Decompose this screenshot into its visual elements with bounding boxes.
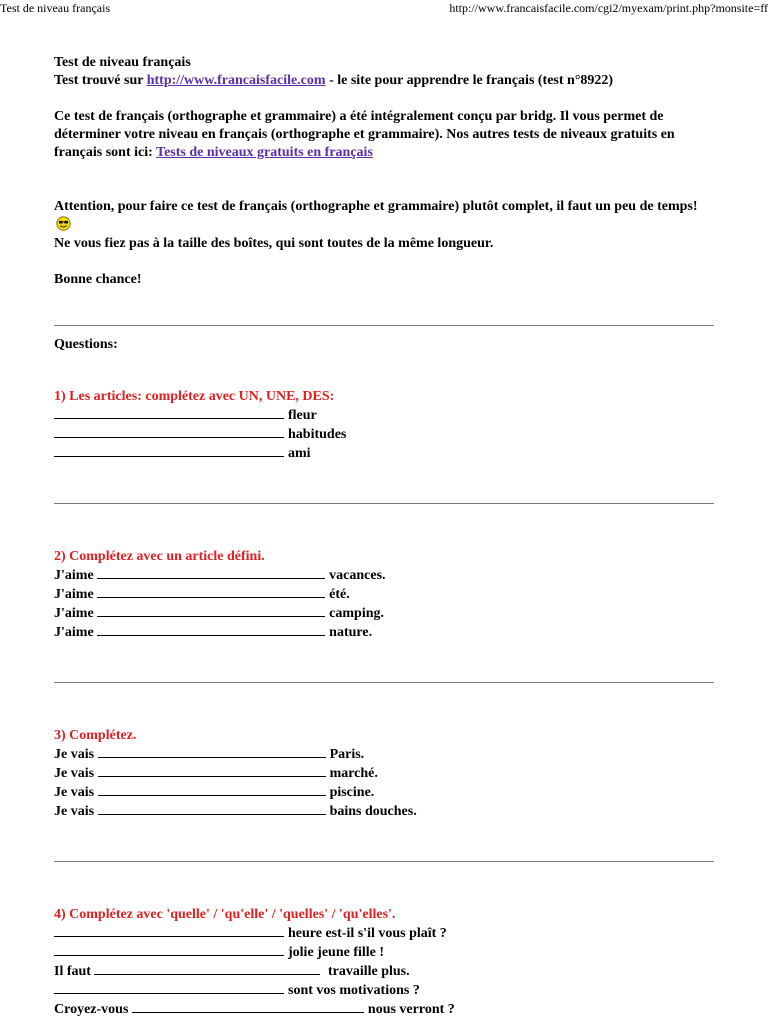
- attention-note: [54, 198, 714, 235]
- q4-prefix: Croyez-vous: [54, 1002, 129, 1017]
- answer-blank[interactable]: [97, 566, 325, 579]
- q2-item-2: [54, 585, 714, 604]
- q3-item-4: [54, 802, 714, 821]
- answer-blank[interactable]: [54, 444, 284, 457]
- q2-item-1: [54, 566, 714, 585]
- q4-item-text: heure est-il s'il vous plaît ?: [288, 926, 447, 941]
- answer-blank[interactable]: [97, 623, 325, 636]
- q2-item-text: été.: [329, 587, 350, 602]
- q4-item-text: nous verront ?: [367, 1002, 455, 1017]
- q4-item-text: sont vos motivations ?: [288, 983, 420, 998]
- answer-blank[interactable]: [54, 425, 284, 438]
- attention-text: Attention, pour faire ce test de français (orthographe et grammaire) plutôt complet, il faut un peu de temps!: [54, 199, 698, 214]
- q2-item-text: camping.: [329, 606, 384, 621]
- q4-item-text: travaille plus.: [327, 964, 410, 979]
- good-luck: Bonne chance!: [54, 272, 142, 287]
- q2-item-4: [54, 623, 714, 642]
- q3-item-1: [54, 745, 714, 764]
- question-1: [54, 388, 714, 463]
- test-title: Test de niveau français: [54, 55, 191, 70]
- q2-item-3: [54, 604, 714, 623]
- q3-prefix: Je vais: [54, 785, 95, 800]
- question-3: [54, 727, 714, 821]
- francaisfacile-link[interactable]: http://www.francaisfacile.com: [146, 73, 326, 88]
- q4-item-3: [54, 962, 714, 981]
- q1-item-text: ami: [288, 446, 311, 461]
- q2-prefix: J'aime: [54, 568, 94, 583]
- answer-blank[interactable]: [97, 585, 325, 598]
- q1-item-text: fleur: [288, 408, 317, 423]
- answer-blank[interactable]: [98, 783, 326, 796]
- q4-item-text: jolie jeune fille !: [288, 945, 385, 960]
- question-2-title: 2) Complétez avec un article défini.: [54, 549, 265, 564]
- answer-blank[interactable]: [97, 604, 325, 617]
- question-4: [54, 906, 714, 1019]
- answer-blank[interactable]: [54, 924, 284, 937]
- q3-item-text: piscine.: [329, 785, 375, 800]
- q4-item-1: [54, 924, 714, 943]
- q2-prefix: J'aime: [54, 606, 94, 621]
- question-3-title: 3) Complétez.: [54, 728, 137, 743]
- question-1-title: 1) Les articles: complétez avec UN, UNE, DES:: [54, 389, 335, 404]
- answer-blank[interactable]: [94, 962, 320, 975]
- question-4-title: 4) Complétez avec 'quelle' / 'qu'elle' / 'quelles' / 'qu'elles'.: [54, 907, 396, 922]
- questions-label: Questions:: [54, 337, 118, 352]
- question-2: [54, 548, 714, 642]
- q1-item-3: [54, 444, 714, 463]
- description-text: Ce test de français (orthographe et grammaire) a été intégralement conçu par bridg. Il vous permet de déterminer votre niveau en français (orthographe et grammaire). Nos autres tests de niveaux gratuits en français sont ici:: [54, 109, 675, 160]
- q3-item-text: marché.: [329, 766, 378, 781]
- answer-blank[interactable]: [98, 802, 326, 815]
- answer-blank[interactable]: [54, 943, 284, 956]
- q2-item-text: nature.: [329, 625, 373, 640]
- answer-blank[interactable]: [132, 1000, 364, 1013]
- q3-item-text: bains douches.: [329, 804, 417, 819]
- found-suffix: - le site pour apprendre le français (test n°8922): [325, 73, 614, 88]
- page-header-url: http://www.francaisfacile.com/cgi2/myexam/print.php?monsite=ff: [449, 1, 768, 15]
- q1-item-text: habitudes: [288, 427, 347, 442]
- q3-item-2: [54, 764, 714, 783]
- q2-item-text: vacances.: [329, 568, 386, 583]
- q2-prefix: J'aime: [54, 625, 94, 640]
- q3-item-3: [54, 783, 714, 802]
- description: [54, 108, 714, 162]
- answer-blank[interactable]: [98, 764, 326, 777]
- q4-item-5: [54, 1000, 714, 1019]
- q3-prefix: Je vais: [54, 766, 95, 781]
- q4-prefix: Il faut: [54, 964, 91, 979]
- cool-smiley-icon: [56, 216, 71, 231]
- q4-item-4: [54, 981, 714, 1000]
- q3-item-text: Paris.: [329, 747, 365, 762]
- found-prefix: Test trouvé sur: [54, 73, 147, 88]
- q3-prefix: Je vais: [54, 804, 95, 819]
- free-tests-link[interactable]: Tests de niveaux gratuits en français: [156, 145, 373, 160]
- answer-blank[interactable]: [54, 406, 284, 419]
- box-size-note: Ne vous fiez pas à la taille des boîtes, qui sont toutes de la même longueur.: [54, 236, 494, 251]
- q2-prefix: J'aime: [54, 587, 94, 602]
- answer-blank[interactable]: [98, 745, 326, 758]
- answer-blank[interactable]: [54, 981, 284, 994]
- q3-prefix: Je vais: [54, 747, 95, 762]
- q1-item-1: [54, 406, 714, 425]
- found-on-line: [54, 72, 714, 90]
- q4-item-2: [54, 943, 714, 962]
- q1-item-2: [54, 425, 714, 444]
- page-header-title: Test de niveau français: [0, 1, 111, 15]
- document-body: [54, 54, 714, 1019]
